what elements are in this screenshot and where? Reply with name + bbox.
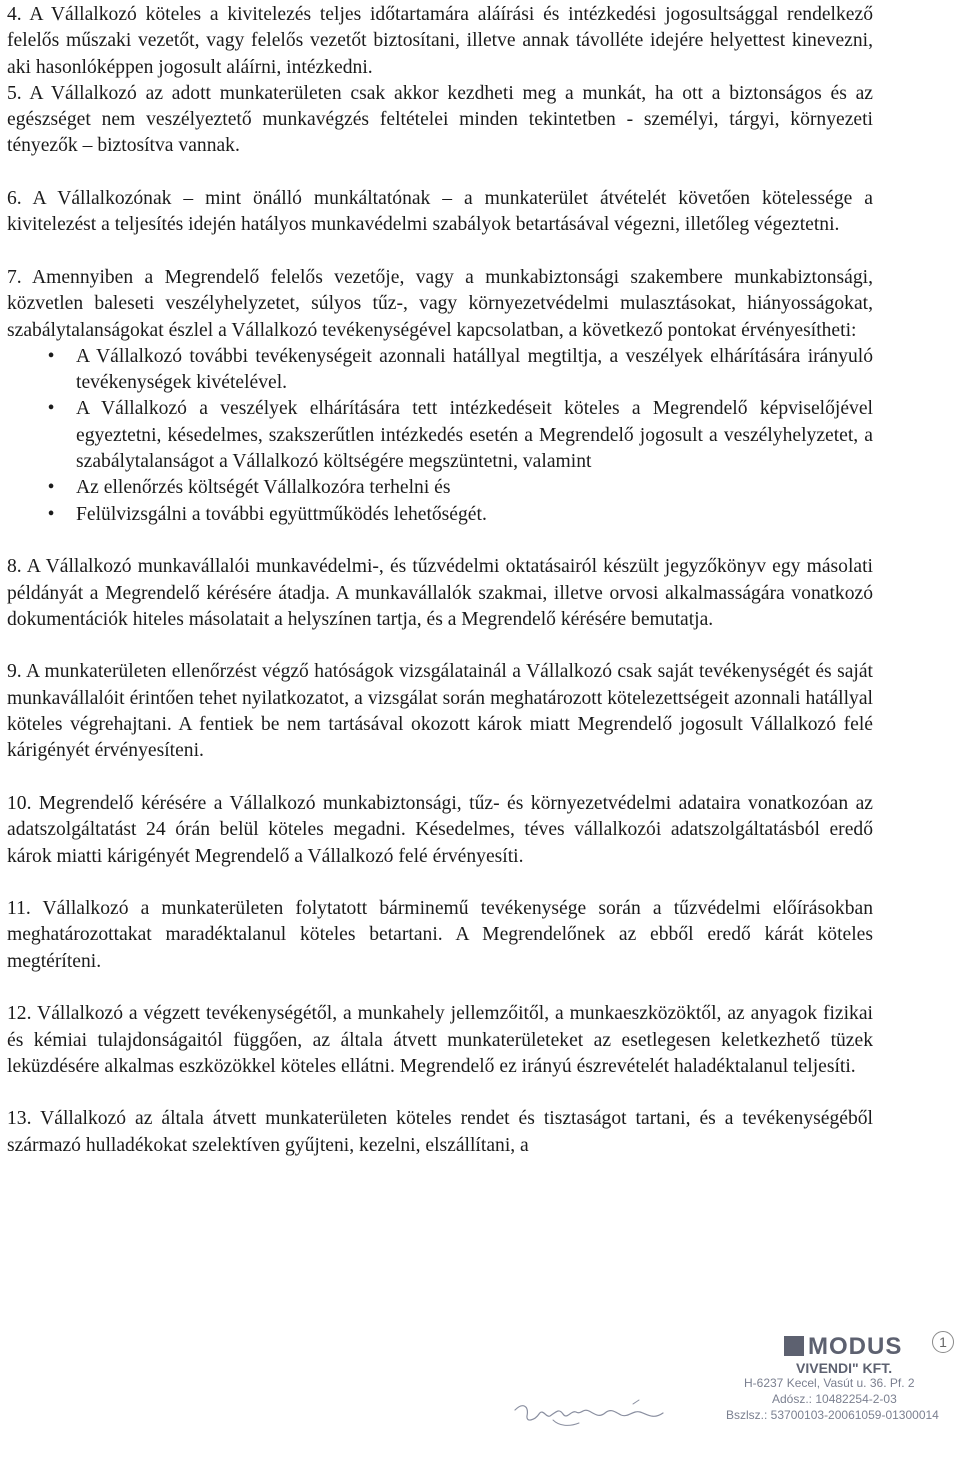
stamp-tax-number: Adósz.: 10482254-2-03 bbox=[772, 1392, 897, 1406]
list-item-text: Az ellenőrzés költségét Vállalkozóra terhelni és bbox=[76, 477, 451, 499]
paragraph-4: 4. A Vállalkozó köteles a kivitelezés teljes időtartamára aláírási és intézkedési jogosultsággal rendelkező felelős műszaki vezetőt, vagy felelős vezetőt biztosítani, illetve annak távolléte idejére helyettest kinevezni, aki hasonlóképpen jogosult aláírni, intézkedni. bbox=[7, 4, 873, 78]
page-number: 1 bbox=[932, 1331, 954, 1353]
signature bbox=[513, 1396, 673, 1430]
logo-mark-icon bbox=[784, 1336, 804, 1356]
company-stamp bbox=[726, 1333, 954, 1453]
list-item-text: A Vállalkozó a veszélyek elhárítására tett intézkedéseit köteles a Megrendelő képviselőjével egyeztetni, késedelmes, szakszerűtlen intézkedés esetén a Megrendelő jogosult a veszélyhelyzetet, a szabálytalanságot a Vállalkozó költségére megszüntetni, valamint bbox=[76, 398, 873, 473]
paragraph-8: 8. A Vállalkozó munkavállalói munkavédelmi-, és tűzvédelmi oktatásairól készült jegyzőkönyv egy másolati példányát a Megrendelő kérésére átadja. A munkavállalók szakmai, illetve orvosi alkalmasságára vonatkozó dokumentációk hiteles másolatait a helyszínen tartja, és a Megrendelő kérésére bemutatja. bbox=[7, 556, 873, 630]
paragraph-7-list bbox=[7, 344, 873, 528]
paragraph-7: 7. Amennyiben a Megrendelő felelős vezetője, vagy a munkabiztonsági szakembere munkabiztonsági, közvetlen baleseti veszélyhelyzetet, súlyos tűz-, vagy környezetvédelmi mulasztásokat, hiányosságokat, szabálytalanságokat észlel a Vállalkozó tevékenységével kapcsolatban, a következő pontokat érvényesítheti: bbox=[7, 266, 873, 341]
list-item bbox=[7, 344, 873, 397]
document-body bbox=[7, 2, 873, 1159]
paragraph-5: 5. A Vállalkozó az adott munkaterületen csak akkor kezdheti meg a munkát, ha ott a biztonságos és az egészséget nem veszélyeztető munkavégzés feltételei minden tekintetben - személyi, tárgyi, környezeti tényezők – biztosítva vannak. bbox=[7, 82, 873, 157]
bullet-icon: • bbox=[47, 503, 55, 525]
bullet-icon: • bbox=[47, 345, 55, 367]
bullet-icon: • bbox=[47, 477, 55, 499]
stamp-logo bbox=[784, 1333, 902, 1361]
paragraph-12: 12. Vállalkozó a végzett tevékenységétől, a munkahely jellemzőitől, a munkaeszközöktől, az anyagok fizikai és kémiai tulajdonságaitól függően, az általa átvett munkaterületeket az esetlegesen keletkezhető tüzek leküzdésére alkalmas eszközökkel köteles ellátni. Megrendelő ez irányú észrevételét haladéktalanul teljesíti. bbox=[7, 1003, 873, 1077]
paragraph-11: 11. Vállalkozó a munkaterületen folytatott bárminemű tevékenysége során a tűzvédelmi előírásokban meghatározottakat maradéktalanul köteles betartani. A Megrendelőnek az ebből eredő kárát köteles megtéríteni. bbox=[7, 898, 873, 972]
list-item-text: A Vállalkozó további tevékenységeit azonnali hatállyal megtiltja, a veszélyek elhárítására irányuló tevékenységek kivételével. bbox=[76, 345, 873, 394]
stamp-logo-text: MODUS bbox=[808, 1333, 903, 1360]
list-item bbox=[7, 475, 873, 501]
paragraph-6: 6. A Vállalkozónak – mint önálló munkáltatónak – a munkaterület átvételét követően kötelessége a kivitelezést a teljesítés idején hatályos munkavédelmi szabályok betartásával végezni, illetőleg végeztetni. bbox=[7, 188, 873, 236]
list-item bbox=[7, 396, 873, 475]
paragraph-10: 10. Megrendelő kérésére a Vállalkozó munkabiztonsági, tűz- és környezetvédelmi adataira vonatkozóan az adatszolgáltatást 24 órán belül köteles megadni. Késedelmes, téves vállalkozói adatszolgáltatásból eredő károk miatti kárigényét Megrendelő a Vállalkozó felé érvényesíti. bbox=[7, 792, 873, 867]
paragraph-13: 13. Vállalkozó az általa átvett munkaterületen köteles rendet és tisztaságot tartani, és a tevékenységéből származó hulladékokat szelektíven gyűjteni, kezelni, elszállítani, a bbox=[7, 1108, 873, 1156]
list-item-text: Felülvizsgálni a további együttműködés lehetőségét. bbox=[76, 503, 487, 525]
stamp-address: H-6237 Kecel, Vasút u. 36. Pf. 2 bbox=[744, 1376, 915, 1390]
bullet-icon: • bbox=[47, 398, 55, 420]
list-item bbox=[7, 502, 873, 528]
stamp-company-name: VIVENDI" KFT. bbox=[796, 1360, 893, 1376]
stamp-statistical-number: Bszlsz.: 53700103-20061059-01300014 bbox=[726, 1408, 939, 1422]
paragraph-9: 9. A munkaterületen ellenőrzést végző hatóságok vizsgálatainál a Vállalkozó csak saját tevékenységét és saját munkavállalóit érintően tehet nyilatkozatot, a vizsgálat során meghatározott kötelezettségeit azonnali hatállyal köteles végrehajtani. A fentiek be nem tartásával okozott károk miatt Megrendelő jogosult Vállalkozó felé kárigényét érvényesíteni. bbox=[7, 661, 873, 762]
